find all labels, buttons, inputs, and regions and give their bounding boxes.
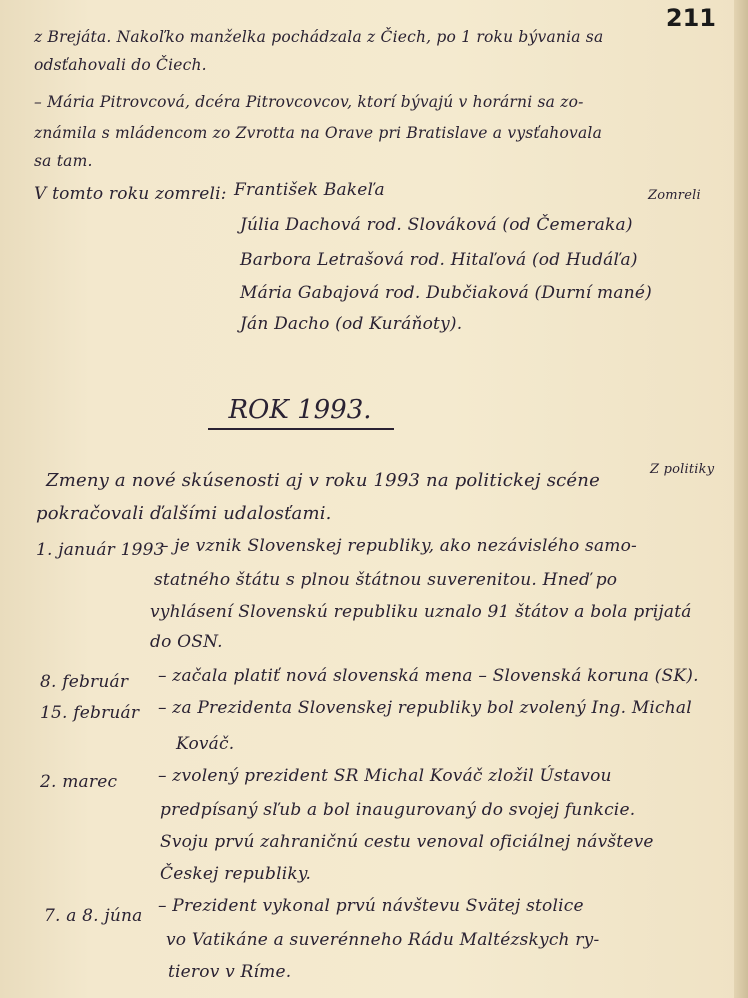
title-underline bbox=[208, 428, 394, 430]
intro-line: pokračovali ďalšími udalosťami. bbox=[36, 503, 332, 524]
event-text: tierov v Ríme. bbox=[168, 962, 292, 982]
event-text: Svoju prvú zahraničnú cestu venoval oficiálnej návšteve bbox=[160, 832, 654, 852]
text-line: odsťahovali do Čiech. bbox=[34, 56, 207, 74]
deceased-name: Júlia Dachová rod. Slováková (od Čemeraka) bbox=[240, 215, 633, 235]
event-text: vyhlásení Slovenskú republiku uznalo 91 štátov a bola prijatá bbox=[150, 602, 692, 622]
event-text: – Prezident vykonal prvú návštevu Svätej stolice bbox=[158, 896, 584, 916]
text-line: z Brejáta. Nakoľko manželka pochádzala z Čiech, po 1 roku bývania sa bbox=[34, 28, 604, 46]
event-date: 2. marec bbox=[40, 772, 118, 792]
deceased-name: Ján Dacho (od Kuráňoty). bbox=[240, 314, 463, 334]
page-number: 211 bbox=[665, 4, 716, 32]
event-text: – zvolený prezident SR Michal Kováč zložil Ústavou bbox=[158, 766, 612, 786]
event-text: vo Vatikáne a suverénneho Rádu Maltézskych ry- bbox=[166, 930, 600, 950]
text-line: sa tam. bbox=[34, 152, 93, 170]
event-date: 15. február bbox=[40, 703, 140, 723]
text-line: – Mária Pitrovcová, dcéra Pitrovcovcov, ktorí bývajú v horárni sa zo- bbox=[34, 93, 584, 111]
intro-line: Zmeny a nové skúsenosti aj v roku 1993 na politickej scéne bbox=[46, 470, 600, 491]
event-text: – za Prezidenta Slovenskej republiky bol zvolený Ing. Michal bbox=[158, 698, 692, 718]
event-text: Kováč. bbox=[176, 734, 235, 754]
deceased-name: František Bakeľa bbox=[234, 180, 385, 200]
event-text: do OSN. bbox=[150, 632, 223, 652]
event-text: predpísaný sľub a bol inaugurovaný do svojej funkcie. bbox=[160, 800, 636, 820]
event-date: 8. február bbox=[40, 672, 129, 692]
event-text: Českej republiky. bbox=[160, 864, 312, 884]
event-date: 1. január 1993 bbox=[36, 540, 165, 560]
deceased-name: Mária Gabajová rod. Dubčiaková (Durní mané) bbox=[240, 283, 652, 303]
event-text: – začala platiť nová slovenská mena – Slovenská koruna (SK). bbox=[158, 666, 699, 686]
event-text: – je vznik Slovenskej republiky, ako nezávislého samo- bbox=[160, 536, 637, 556]
year-title: ROK 1993. bbox=[228, 395, 372, 425]
deaths-label: V tomto roku zomreli: bbox=[34, 184, 227, 204]
text-line: známila s mládencom zo Zvrotta na Orave pri Bratislave a vysťahovala bbox=[34, 124, 603, 142]
margin-note-deaths: Zomreli bbox=[648, 188, 701, 203]
event-date: 7. a 8. júna bbox=[44, 906, 143, 926]
deceased-name: Barbora Letrašová rod. Hitaľová (od Hudáľa) bbox=[240, 250, 638, 270]
event-text: statného štátu s plnou štátnou suverenitou. Hneď po bbox=[154, 570, 618, 590]
page-edge bbox=[734, 0, 748, 998]
margin-note-politics: Z politiky bbox=[650, 462, 715, 477]
